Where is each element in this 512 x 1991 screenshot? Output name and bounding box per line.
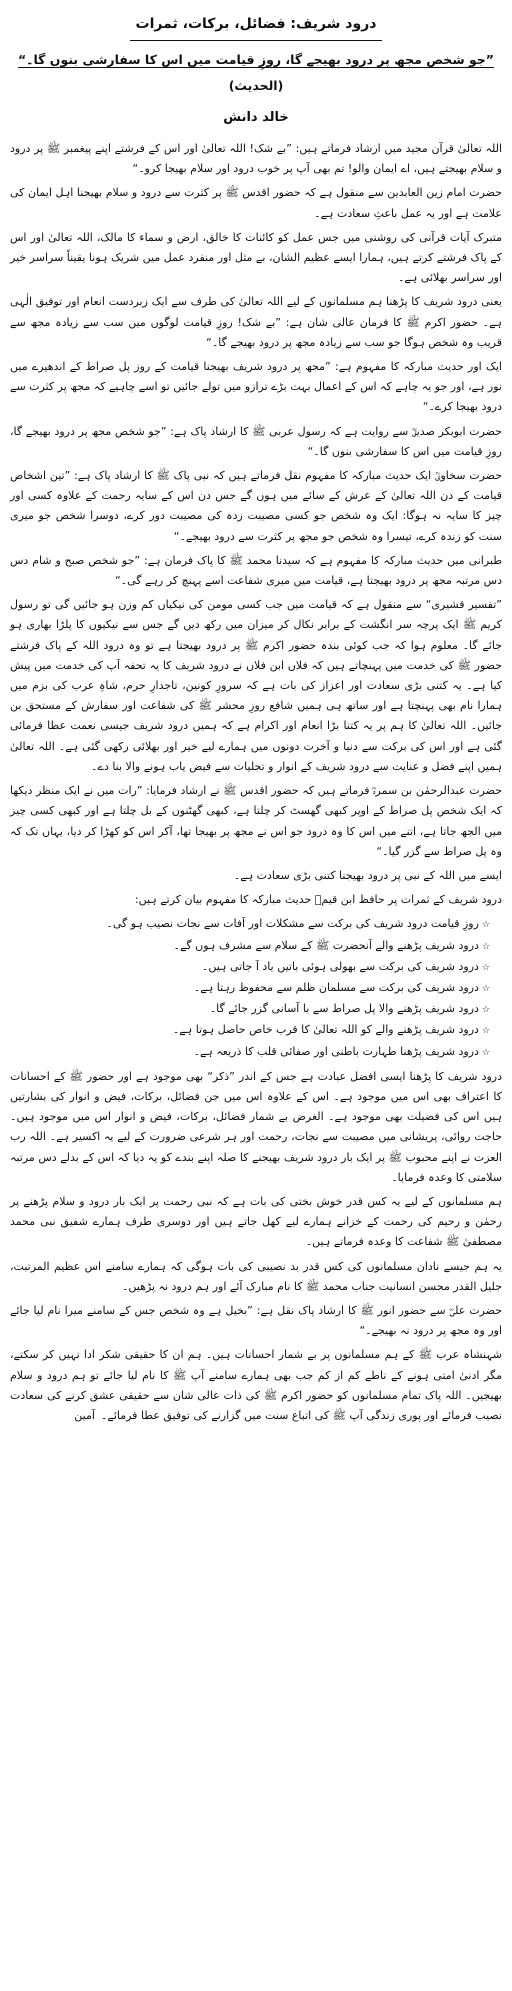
star-icon: ☆ [481,1005,490,1016]
benefit-item: ☆درود شریف کی برکت سے بھولی ہوئی باتیں یاد آ جاتی ہیں۔ [201,959,490,973]
paragraph: حضرت علیؓ سے حضور انور ﷺ کا ارشاد پاک نقل ہے: ”بخیل ہے وہ شخص جس کے سامنے میرا نام لیا جائے اور وہ مجھ پر درود نہ بھیجے۔“ [10,1303,502,1338]
benefits-intro: درود شریف کے ثمرات پر حافظ ابن قیمؒ حدیث مبارکہ کا مفہوم بیان کرتے ہیں: [134,893,502,907]
paragraph: حضرت امام زین العابدین سے منقول ہے کہ حضور اقدس ﷺ پر کثرت سے درود و سلام بھیجنا اہل ایمان کی علامت ہے اور یہ عمل باعثِ سعادت ہے۔ [10,186,502,220]
hadith-text: ”جو شخص مجھ پر درود بھیجے گا، روزِ قیامت میں اس کا سفارشی بنوں گا۔“ [17,52,495,67]
article-header [10,10,502,131]
paragraph: درود شریف کا پڑھنا ایسی افضل عبادت ہے جس کے اندر ”ذکر“ بھی موجود ہے اور حضور ﷺ کے احسانات کا اعتراف بھی اس میں موجود ہے۔ اس کے علاوہ اس میں جن فضائل، برکات، فیض و انوار کی بشارتیں ہیں اس کی فضیلت بھی موجود ہے۔ الغرض بے شمار فضائل، برکات، فیض و انوار اس میں موجود ہیں۔ حاجت روائی، پریشانی میں مصیبت سے نجات، رحمت اور ہر شرعی ضرورت کے لیے یہ اکسیر ہے۔ اللہ رب العزت نے اپنے محبوب ﷺ پر ایک بار درود شریف بھیجنے کا صلہ اپنے بندے کو یہ دیا کہ اس کے بدلے دس مرتبہ سلامتی کا وعدہ فرمایا۔ [10,1069,502,1184]
paragraph: اللہ تعالیٰ قرآن مجید میں ارشاد فرماتے ہیں: ”بے شک! اللہ تعالیٰ اور اس کے فرشتے اپنے پیغمبر ﷺ پر درود و سلام بھیجتے ہیں، اے ایمان والو! تم بھی آپ پر خوب درود اور سلام بھیجا کرو۔“ [10,142,502,176]
paragraph: طبرانی میں حدیث مبارکہ کا مفہوم ہے کہ سیدنا محمد ﷺ کا پاک فرمان ہے: ”جو شخص صبح و شام دس دس مرتبہ مجھ پر درود بھیجتا ہے، قیامت میں میری شفاعت اسے پہنچ کر رہے گی۔“ [10,553,502,588]
benefit-item: ☆روزِ قیامت درود شریف کی برکت سے مشکلات اور آفات سے نجات نصیب ہو گی۔ [106,917,490,931]
benefit-item: ☆درود شریف پڑھنے والے آنحضرت ﷺ کے سلام سے مشرف ہوں گے۔ [173,938,490,952]
hadith-reference: (الحدیث) [228,78,284,93]
paragraph: یعنی درود شریف کا پڑھنا ہم مسلمانوں کے لیے اللہ تعالیٰ کی طرف سے ایک زبردست انعام اور توفیق الٰہی ہے۔ حضور اکرم ﷺ کا فرمان عالی شان ہے: ”بے شک! روزِ قیامت لوگوں میں سب سے زیادہ مجھ سے قریب وہ شخص ہوگا جو سب سے زیادہ مجھ پر درود بھیجے گا۔“ [10,295,502,349]
star-icon: ☆ [481,1026,490,1037]
star-icon: ☆ [481,920,490,931]
paragraph: متبرک آیات قرآنی کی روشنی میں جس عمل کو کائنات کا خالق، ارض و سماء کا مالک، اللہ تعالیٰ اور اس کے پاک فرشتے کرتے ہیں، ہمارا ایسے عظیم الشان، بے مثل اور منفرد عمل میں شریک ہونا یقیناً سراسر خیر اور سراسر بھلائی ہے۔ [10,230,502,285]
benefit-item: ☆درود شریف پڑھنے والا پل صراط سے با آسانی گزر جائے گا۔ [209,1002,490,1016]
star-icon: ☆ [481,1047,490,1058]
paragraph: حضرت سخاویؒ ایک حدیث مبارکہ کا مفہوم نقل فرماتے ہیں کہ نبی پاک ﷺ کا ارشاد پاک ہے: ”تین اشخاص قیامت کے دن اللہ تعالیٰ کے عرش کے سائے میں ہوں گے جس دن اس کے سایہ رحمت کے علاوہ کسی اور چیز کا سایہ نہ ہوگا: ایک وہ شخص جو کسی مصیبت زدہ کی مصیبت دور کرے، دوسرا شخص جو میری سنت کو زندہ کرے، تیسرا وہ شخص جو مجھ پر کثرت سے درود بھیجے۔“ [10,469,502,543]
star-icon: ☆ [481,941,490,952]
author-name: خالد دانش [223,110,289,125]
star-icon: ☆ [481,962,490,973]
paragraph: ”تفسیر قشیری“ سے منقول ہے کہ قیامت میں جب کسی مومن کی نیکیاں کم وزن ہو جائیں گی تو رسول کریم ﷺ ایک پرچہ سر انگشت کے برابر نکال کر میزان میں رکھ دیں گے جس سے نیکیوں کا پلڑا بھاری ہو جائے گا۔ معلوم ہوا کہ جب کوئی بندہ حضور اکرم ﷺ پر درود بھیجتا ہے تو وہ درود اللہ کے پاک فرشتے حضور ﷺ کی خدمت میں پہنچاتے ہیں کہ فلاں ابن فلاں نے درود شریف کا یہ تحفہ آپ کی خدمت میں پیش کیا ہے۔ یہ کتنی بڑی سعادت اور اعزاز کی بات ہے کہ سرورِ کونین، تاجدارِ حرم، شاہِ عرب کی بزم میں ہمارا نام بھی پہنچتا ہے اور ساتھ ہی ہمیں شافع روزِ محشر ﷺ کی شفاعت اور سفارش کے مستحق بن جائیں۔ اللہ تعالیٰ کا ہم پر یہ کتنا بڑا انعام اور اکرام ہے کہ ہمیں درود شریف جیسی نعمت عطا فرمائی گئی ہے اور اس کی برکت سے دنیا و آخرت دونوں میں ہمارے لیے خیر اور بھلائی رکھی گئی ہے۔ اللہ تعالیٰ ہمیں اپنے فضل و عنایت سے درود شریف کے انوار و تجلیات سے فیض یاب ہونے والا بنا دے۔ [10,598,502,773]
amen-text: آمین [74,1408,95,1422]
hadith-heading [10,47,502,99]
paragraph: حضرت عبدالرحمٰن بن سمرہؓ فرماتے ہیں کہ حضور اقدس ﷺ نے ارشاد فرمایا: ”رات میں نے ایک منظر دیکھا کہ ایک شخص پل صراط کے اوپر کبھی گھسٹ کر چلتا ہے، کبھی گھٹنوں کے بل چلتا ہے اور کبھی کسی چیز میں الجھ جاتا ہے، اتنے میں اس کا وہ درود جو اس نے مجھ پر بھیجا تھا، آکر اس کو کھڑا کر دیا، یہاں تک کہ وہ پل صراط سے گزر گیا۔“ [10,784,502,858]
benefit-item: ☆درود شریف کی برکت سے مسلمان ظلم سے محفوظ رہتا ہے۔ [193,980,490,994]
star-icon: ☆ [481,983,490,994]
final-paragraph: شہنشاہ عرب ﷺ کے ہم مسلمانوں پر بے شمار احسانات ہیں۔ ہم ان کا حقیقی شکر ادا نہیں کر سکتے، مگر ادنیٰ امتی ہونے کے ناطے کم از کم جب بھی ہمارے سامنے آپ ﷺ کا نام لیا جائے تو ہم درود و سلام بھیجیں۔ اللہ پاک تمام مسلمانوں کو حضور اکرم ﷺ کی ذات عالی شان سے حقیقی عشق کرنے کی سعادت نصیب فرمائے اور پوری زندگی آپ ﷺ کی اتباع سنت میں گزارنے کی توفیق عطا فرمائے۔آمین [10,1348,502,1422]
paragraph: ایسے میں اللہ کے نبی پر درود بھیجنا کتنی بڑی سعادت ہے۔ [233,868,502,882]
article-title: درود شریف: فضائل، برکات، ثمرات [130,10,383,41]
paragraph: حضرت ابوبکر صدیقؓ سے روایت ہے کہ رسول عربی ﷺ کا ارشاد پاک ہے: ”جو شخص مجھ پر درود بھیجے گا، روزِ قیامت میں اس کا سفارشی بنوں گا۔“ [10,424,502,458]
paragraph: ایک اور حدیث مبارکہ کا مفہوم ہے: ”مجھ پر درود شریف بھیجنا قیامت کے روز پل صراط کے اندھیرے میں نور ہے، اور جو یہ چاہے کہ اس کے اعمال بہت بڑے ترازو میں تولے جائیں تو اسے چاہیے کہ مجھ پر کثرت سے درود بھیجا کرے۔“ [10,360,502,414]
paragraph: ہم مسلمانوں کے لیے یہ کس قدر خوش بختی کی بات ہے کہ نبی رحمت پر ایک بار درود و سلام پڑھنے پر رحمٰن و رحیم کی رحمت کے خزانے ہمارے لیے کھل جاتے ہیں اور دوسری طرف ہمارے شفیق نبی محمد مصطفیٰ ﷺ شفاعت کا وعدہ فرماتے ہیں۔ [10,1194,502,1249]
benefit-item: ☆درود شریف پڑھنے والے کو اللہ تعالیٰ کا قرب خاص حاصل ہوتا ہے۔ [172,1023,490,1037]
benefits-list [10,914,502,1062]
benefit-item: ☆درود شریف پڑھنا طہارت باطنی اور صفائی قلب کا ذریعہ ہے۔ [193,1044,490,1058]
paragraph: یہ ہم جیسے نادان مسلمانوں کی کس قدر بد نصیبی کی بات ہوگی کہ ہمارے سامنے اس عظیم المرتبت، جلیل القدر محسن انسانیت جناب محمد ﷺ کا نام مبارک آئے اور ہم درود نہ پڑھیں۔ [10,1259,502,1293]
